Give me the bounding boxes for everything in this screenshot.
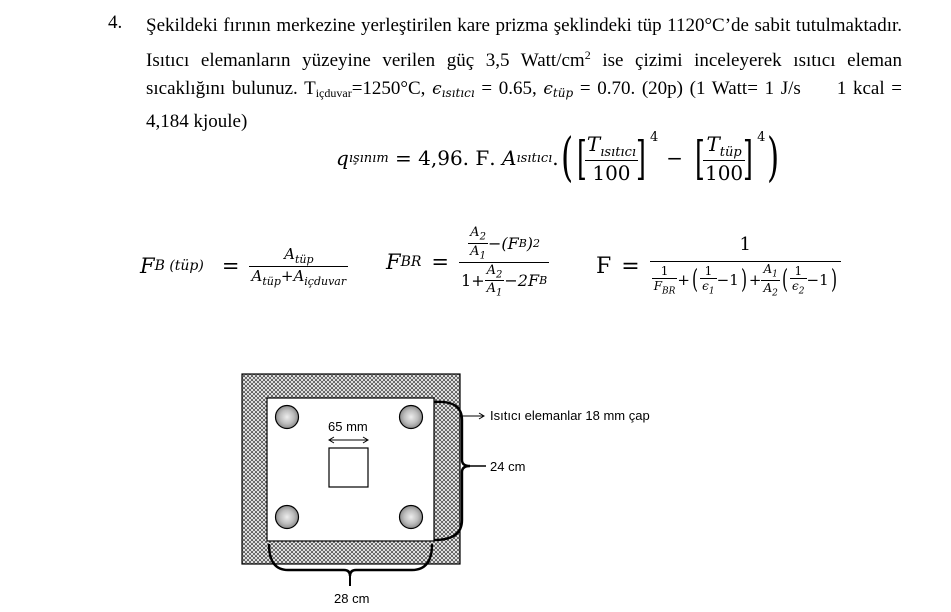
view-factor-tube-equation: F B (tüp) = $\frac{A_{tüp}}{A_{tüp}+A_{içduvar}}$: [140, 244, 347, 288]
t-heater-fraction: $\frac{T_{ısıtıcı}}{100}$: [586, 131, 637, 185]
heater-label: Isıtıcı elemanlar 18 mm çap: [490, 408, 650, 423]
width-label: 28 cm: [334, 591, 370, 606]
heater-element: [276, 506, 299, 529]
heater-element: [400, 506, 423, 529]
question-number: 4.: [108, 12, 123, 33]
question-text: Şekildeki fırının merkezine yerleştirilen kare prizma şeklindeki tüp 1120°C’de sabit tutulmaktadır. Isıtıcı elemanların yüzeyine verilen güç 3,5 Watt/$cm^2$ ise çizimi inceleyerek ısıtıcı eleman sıcaklığını bulunuz. $T_{içduvar}=1250^\circ C$, $\epsilon_{ısıtıcı} = 0.65$, $\epsilon_{tüp} = 0.70$. (20p) (1 Watt= 1 J/s 1 kcal = 4,184 kjoule): [146, 15, 902, 132]
square-tube: [329, 448, 368, 487]
heater-label-arrow: [462, 413, 484, 419]
height-label: 24 cm: [490, 459, 526, 474]
question-part-1: Şekildeki fırının merkezine yerleştirilen kare prizma şeklindeki tüp 1120°C’de sabit tutulmaktadır. Isıtıcı elemanların yüzeyine verilen güç 3,5 Watt/cm: [146, 15, 902, 71]
radiation-exchange-factor-equation: Ϝ = 1 $\frac{1}{F_{BR}}$ + ( $\frac{1}{\epsilon_1}$ −1 ) + $\frac{A_1}{A_2}$ ( $\frac{1}{\epsilon_2}$ −1 ): [596, 230, 841, 302]
t-tube-fraction: $\frac{T_{tüp}}{100}$: [704, 131, 744, 185]
radiation-equation: q ışınım = 4,96. Ϝ . A ısıtıcı . ( [ $\frac{T_{ısıtıcı}}{100}$ ] $^4$ − [ $\frac{T_{tüp}}{100}$ ] $^4$ ): [336, 128, 780, 188]
heater-element: [400, 406, 423, 429]
view-factor-br-equation: F BR = $\frac{A_2}{A_1}$ −(F B ) 2 1+ $\frac{A_2}{A_1}$ −2F B: [386, 225, 548, 299]
heater-element: [276, 406, 299, 429]
tube-size-label: 65 mm: [328, 419, 368, 434]
